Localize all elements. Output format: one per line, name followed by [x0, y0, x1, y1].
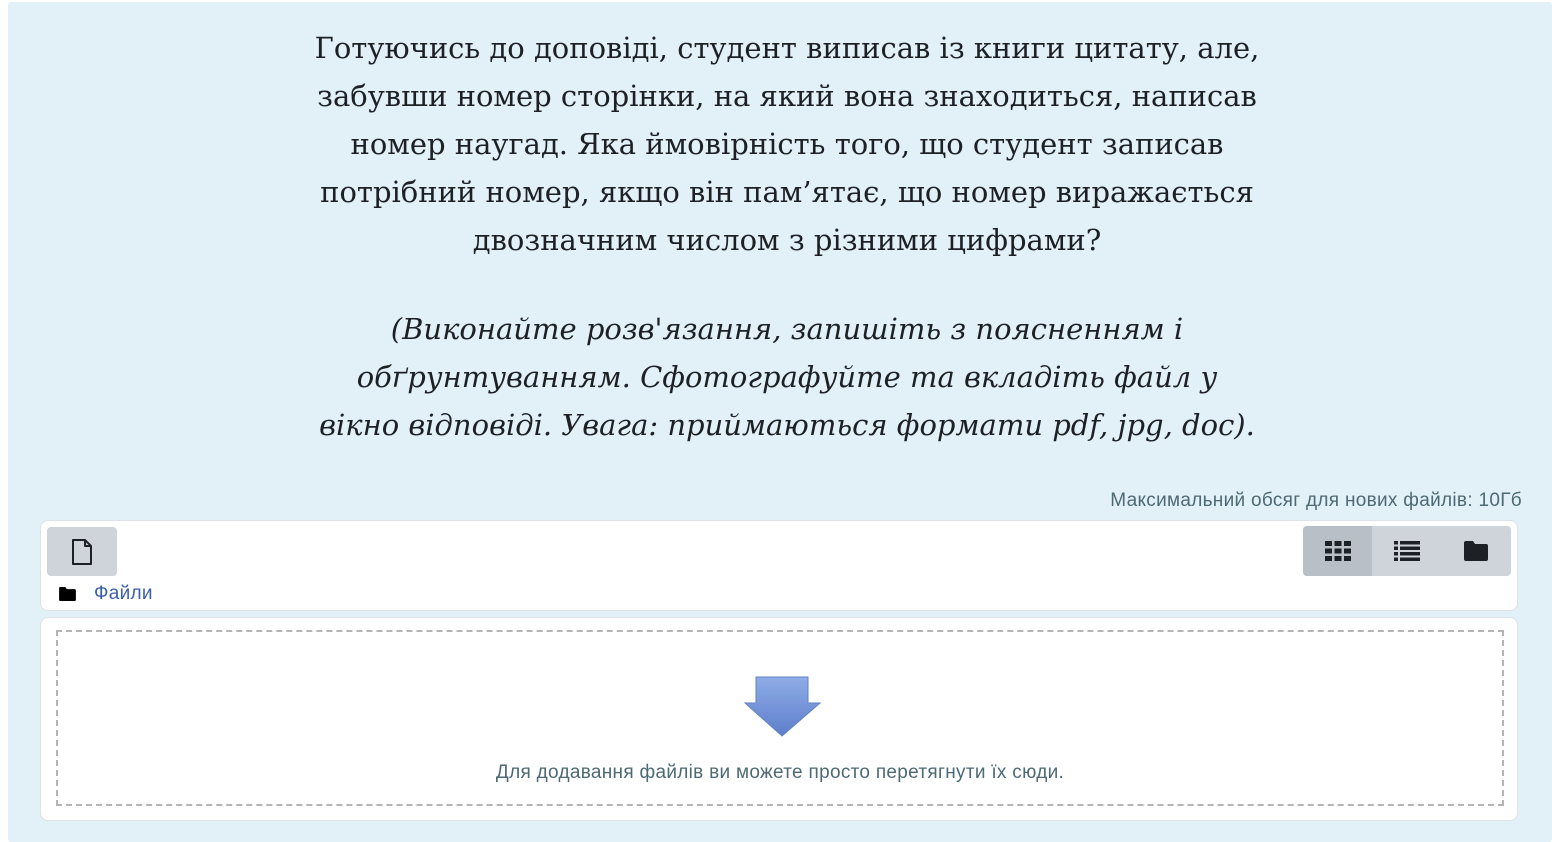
question-line: двозначним числом з різними цифрами? [472, 223, 1102, 257]
files-path-link[interactable]: Файли [94, 583, 153, 604]
drop-arrow-icon [744, 676, 822, 738]
add-file-button[interactable] [47, 527, 117, 576]
question-line: Готуючись до доповіді, студент виписав із книги цитату, але, [314, 31, 1260, 65]
file-icon [71, 539, 93, 565]
instruction-line: (Виконайте розв'язання, запишіть з поясненням і [390, 312, 1184, 346]
grid-icon [1325, 541, 1351, 561]
view-icons-button[interactable] [1303, 526, 1372, 576]
question-line: потрібний номер, якщо він пам’ятає, що номер виражається [320, 175, 1254, 209]
instructions-text [280, 305, 1294, 449]
view-mode-group [1303, 526, 1511, 576]
file-dropzone[interactable] [56, 630, 1504, 806]
list-icon [1394, 541, 1420, 561]
view-tree-button[interactable] [1442, 526, 1511, 576]
max-file-size-label: Максимальний обсяг для нових файлів: 10Гб [1110, 490, 1522, 511]
question-text [280, 24, 1294, 264]
breadcrumb [59, 583, 153, 605]
folder-icon [59, 587, 76, 601]
instruction-line: обґрунтуванням. Сфотографуйте та вкладіть файл у [356, 360, 1218, 394]
filepicker-content [40, 617, 1518, 821]
drop-hint-text: Для додавання файлів ви можете просто перетягнути їх сюди. [495, 762, 1065, 783]
question-line: забувши номер сторінки, на який вона знаходиться, написав [317, 79, 1257, 113]
folder-icon [1464, 541, 1488, 561]
question-line: номер наугад. Яка ймовірність того, що студент записав [350, 127, 1224, 161]
filepicker-toolbar [40, 520, 1518, 611]
instruction-line: вікно відповіді. Увага: приймаються формати pdf, jpg, doc). [319, 408, 1255, 442]
view-list-button[interactable] [1372, 526, 1441, 576]
